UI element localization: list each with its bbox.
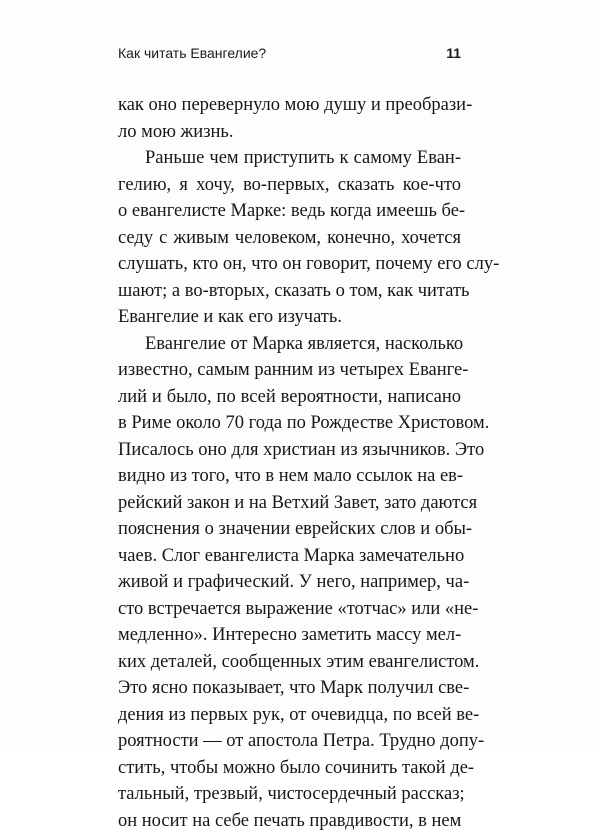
text-line: гелию, я хочу, во-первых, сказать кое-что bbox=[118, 172, 461, 199]
text-line: медленно». Интересно заметить массу мел- bbox=[118, 622, 461, 649]
text-line: о евангелисте Марке: ведь когда имеешь бе- bbox=[118, 198, 461, 225]
text-line: как оно перевернуло мою душу и преобрази- bbox=[118, 92, 461, 119]
text-line: тальный, трезвый, чистосердечный рассказ; bbox=[118, 781, 461, 808]
text-line: рейский закон и на Ветхий Завет, зато даются bbox=[118, 490, 461, 517]
body-text bbox=[118, 92, 461, 834]
text-line: живой и графический. У него, например, ча- bbox=[118, 569, 461, 596]
text-line: слушать, кто он, что он говорит, почему его слу- bbox=[118, 251, 461, 278]
text-line: лий и было, по всей вероятности, написано bbox=[118, 384, 461, 411]
text-line: Евангелие от Марка является, насколько bbox=[118, 331, 461, 358]
text-line: видно из того, что в нем мало ссылок на ев- bbox=[118, 463, 461, 490]
text-line: ло мою жизнь. bbox=[118, 119, 461, 146]
text-line: он носит на себе печать правдивости, в нем bbox=[118, 808, 461, 834]
text-line: стить, чтобы можно было сочинить такой де- bbox=[118, 755, 461, 782]
text-line: в Риме около 70 года по Рождестве Христовом. bbox=[118, 410, 461, 437]
text-line: роятности — от апостола Петра. Трудно допу- bbox=[118, 728, 461, 755]
running-title: Как читать Евангелие? bbox=[118, 45, 266, 61]
text-line: дения из первых рук, от очевидца, по всей ве- bbox=[118, 702, 461, 729]
text-line: ких деталей, сообщенных этим евангелистом. bbox=[118, 649, 461, 676]
page-number: 11 bbox=[446, 45, 461, 61]
text-line: Писалось оно для христиан из язычников. Это bbox=[118, 437, 461, 464]
text-line: шают; а во-вторых, сказать о том, как читать bbox=[118, 278, 461, 305]
text-line: чаев. Слог евангелиста Марка замечательно bbox=[118, 543, 461, 570]
text-line: известно, самым ранним из четырех Еванге- bbox=[118, 357, 461, 384]
text-line: сто встречается выражение «тотчас» или «не- bbox=[118, 596, 461, 623]
text-line: Это ясно показывает, что Марк получил све- bbox=[118, 675, 461, 702]
text-line: седу с живым человеком, конечно, хочется bbox=[118, 225, 461, 252]
text-line: Евангелие и как его изучать. bbox=[118, 304, 461, 331]
text-line: Раньше чем приступить к самому Еван- bbox=[118, 145, 461, 172]
text-line: пояснения о значении еврейских слов и обы- bbox=[118, 516, 461, 543]
